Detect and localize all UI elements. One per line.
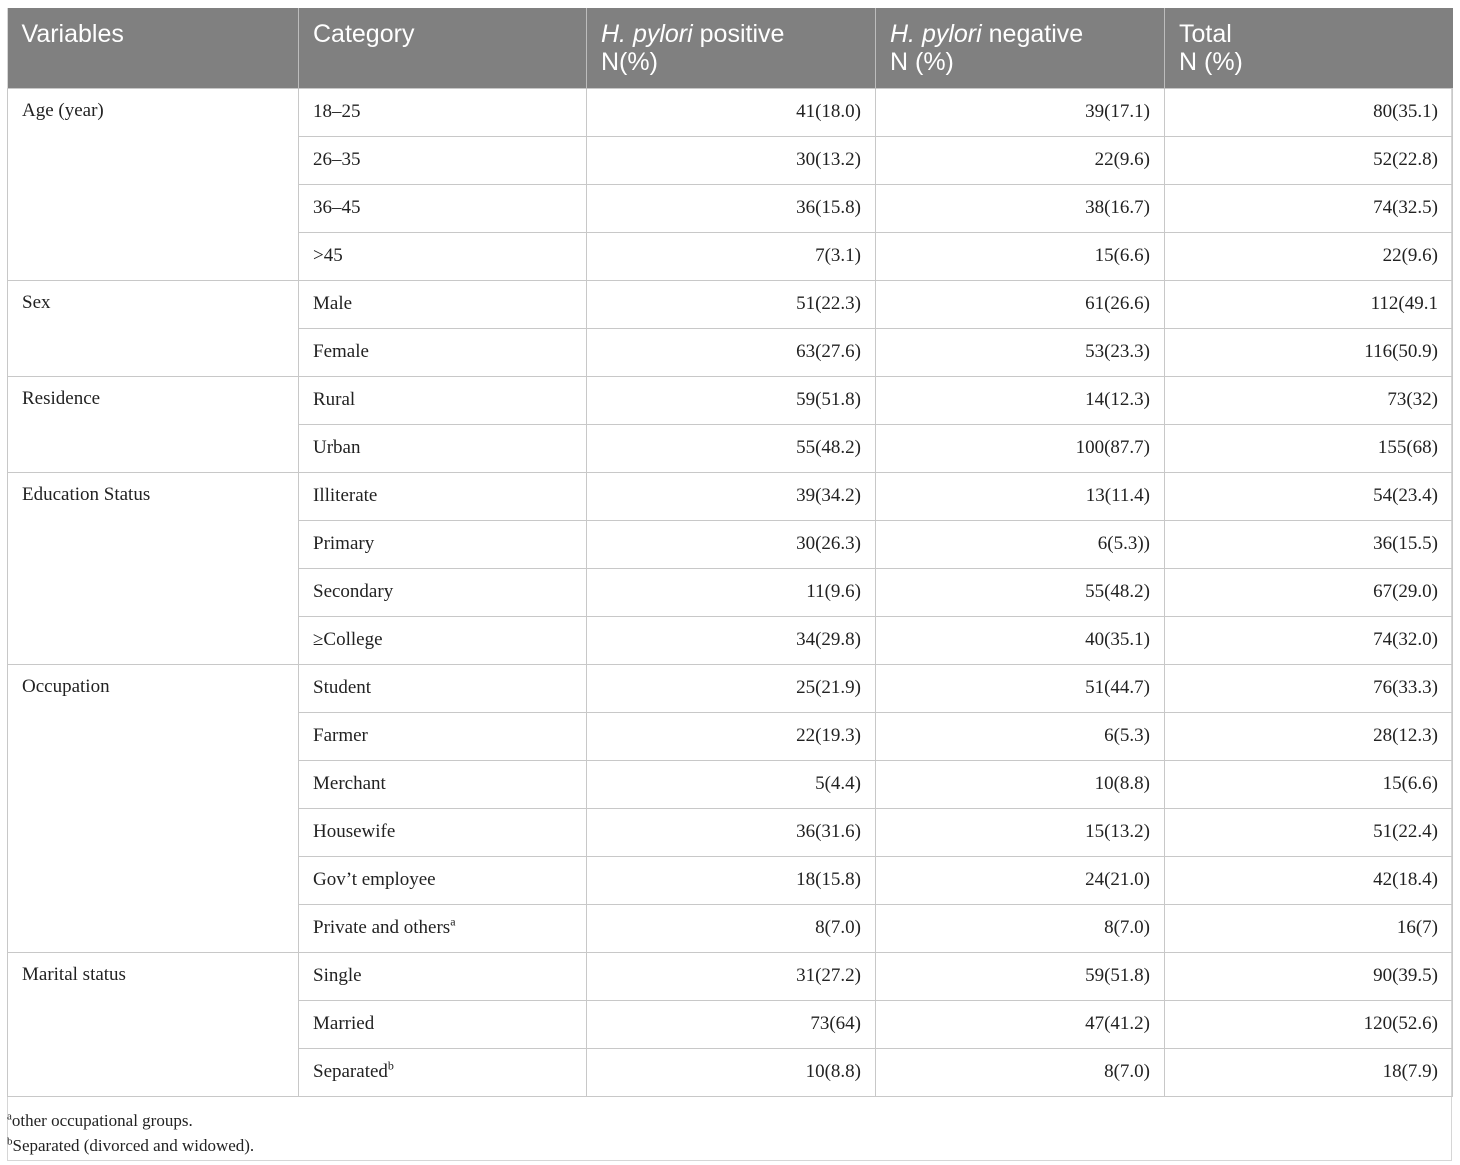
negative-cell: 38(16.7) — [876, 184, 1165, 232]
total-cell: 16(7) — [1165, 904, 1453, 952]
variable-cell: Occupation — [8, 664, 299, 952]
negative-cell: 40(35.1) — [876, 616, 1165, 664]
positive-cell: 63(27.6) — [587, 328, 876, 376]
category-cell — [299, 1000, 587, 1048]
footnote-marker: a — [450, 914, 456, 929]
negative-cell: 53(23.3) — [876, 328, 1165, 376]
category-cell — [299, 520, 587, 568]
negative-cell: 100(87.7) — [876, 424, 1165, 472]
positive-cell: 36(31.6) — [587, 808, 876, 856]
total-cell: 116(50.9) — [1165, 328, 1453, 376]
negative-cell: 51(44.7) — [876, 664, 1165, 712]
negative-cell: 15(6.6) — [876, 232, 1165, 280]
total-cell: 90(39.5) — [1165, 952, 1453, 1000]
category-label: 18–25 — [313, 101, 361, 122]
footnote-marker: b — [387, 1058, 394, 1073]
category-cell — [299, 136, 587, 184]
positive-cell: 41(18.0) — [587, 88, 876, 136]
positive-cell: 30(13.2) — [587, 136, 876, 184]
total-cell: 74(32.5) — [1165, 184, 1453, 232]
category-label: Merchant — [313, 773, 386, 794]
table-body — [8, 88, 1453, 1096]
total-cell: 120(52.6) — [1165, 1000, 1453, 1048]
category-cell — [299, 184, 587, 232]
variable-cell: Residence — [8, 376, 299, 472]
table-row — [8, 952, 1453, 1000]
positive-cell: 36(15.8) — [587, 184, 876, 232]
negative-cell: 8(7.0) — [876, 1048, 1165, 1096]
header-row — [8, 8, 1453, 88]
footnote-a: $^a$other occupational groups. — [7, 1110, 193, 1130]
category-cell — [299, 856, 587, 904]
total-cell: 76(33.3) — [1165, 664, 1453, 712]
negative-cell: 6(5.3) — [876, 712, 1165, 760]
positive-cell: 18(15.8) — [587, 856, 876, 904]
total-cell: 42(18.4) — [1165, 856, 1453, 904]
category-label: Separated — [313, 1061, 388, 1082]
header-variables: Variables — [8, 8, 299, 88]
positive-cell: 5(4.4) — [587, 760, 876, 808]
total-cell: 28(12.3) — [1165, 712, 1453, 760]
category-label: ≥College — [313, 629, 383, 650]
category-cell — [299, 808, 587, 856]
positive-cell: 31(27.2) — [587, 952, 876, 1000]
total-cell: 73(32) — [1165, 376, 1453, 424]
total-cell: 155(68) — [1165, 424, 1453, 472]
positive-cell: 22(19.3) — [587, 712, 876, 760]
footnote-b: $^b$Separated (divorced and widowed). — [7, 1135, 255, 1155]
table-row — [8, 280, 1453, 328]
negative-cell: 47(41.2) — [876, 1000, 1165, 1048]
category-label: Gov’t employee — [313, 869, 436, 890]
positive-cell: 8(7.0) — [587, 904, 876, 952]
category-label: Female — [313, 341, 369, 362]
total-cell: 18(7.9) — [1165, 1048, 1453, 1096]
negative-cell: 22(9.6) — [876, 136, 1165, 184]
positive-cell: 11(9.6) — [587, 568, 876, 616]
total-cell: 67(29.0) — [1165, 568, 1453, 616]
category-label: Urban — [313, 437, 361, 458]
variable-cell: Age (year) — [8, 88, 299, 280]
variable-cell: Education Status — [8, 472, 299, 664]
category-cell — [299, 664, 587, 712]
negative-cell: 59(51.8) — [876, 952, 1165, 1000]
category-cell — [299, 952, 587, 1000]
positive-cell: 73(64) — [587, 1000, 876, 1048]
positive-cell: 59(51.8) — [587, 376, 876, 424]
category-label: Housewife — [313, 821, 396, 842]
category-cell — [299, 472, 587, 520]
total-cell: 80(35.1) — [1165, 88, 1453, 136]
header-negative: H. pylori negative N (%) — [876, 8, 1165, 88]
category-label: Illiterate — [313, 485, 378, 506]
positive-cell: 7(3.1) — [587, 232, 876, 280]
category-cell — [299, 328, 587, 376]
data-table — [7, 8, 1453, 1097]
negative-cell: 8(7.0) — [876, 904, 1165, 952]
total-cell: 51(22.4) — [1165, 808, 1453, 856]
negative-cell: 39(17.1) — [876, 88, 1165, 136]
negative-cell: 13(11.4) — [876, 472, 1165, 520]
total-cell: 74(32.0) — [1165, 616, 1453, 664]
category-label: Private and others — [313, 917, 451, 938]
category-cell — [299, 616, 587, 664]
total-cell: 36(15.5) — [1165, 520, 1453, 568]
variable-cell: Marital status — [8, 952, 299, 1096]
category-label: Farmer — [313, 725, 368, 746]
category-label: Male — [313, 293, 353, 314]
category-cell — [299, 712, 587, 760]
category-cell — [299, 424, 587, 472]
category-label: Primary — [313, 533, 375, 554]
total-cell: 22(9.6) — [1165, 232, 1453, 280]
category-cell — [299, 376, 587, 424]
positive-cell: 55(48.2) — [587, 424, 876, 472]
variable-cell: Sex — [8, 280, 299, 376]
table-row — [8, 88, 1453, 136]
category-cell — [299, 232, 587, 280]
category-label: 36–45 — [313, 197, 361, 218]
category-label: 26–35 — [313, 149, 361, 170]
header-category: Category — [299, 8, 587, 88]
total-cell: 54(23.4) — [1165, 472, 1453, 520]
negative-cell: 55(48.2) — [876, 568, 1165, 616]
header-total: Total N (%) — [1165, 8, 1453, 88]
category-cell — [299, 88, 587, 136]
category-label: Single — [313, 965, 362, 986]
negative-cell: 24(21.0) — [876, 856, 1165, 904]
positive-cell: 34(29.8) — [587, 616, 876, 664]
negative-cell: 6(5.3)) — [876, 520, 1165, 568]
category-cell — [299, 760, 587, 808]
negative-cell: 61(26.6) — [876, 280, 1165, 328]
table-row — [8, 472, 1453, 520]
category-label: Married — [313, 1013, 375, 1034]
category-label: Rural — [313, 389, 356, 410]
category-label: Secondary — [313, 581, 394, 602]
positive-cell: 25(21.9) — [587, 664, 876, 712]
table-row — [8, 664, 1453, 712]
total-cell: 112(49.1 — [1165, 280, 1453, 328]
negative-cell: 15(13.2) — [876, 808, 1165, 856]
negative-cell: 14(12.3) — [876, 376, 1165, 424]
category-label: >45 — [313, 245, 343, 266]
category-cell — [299, 904, 587, 952]
category-cell — [299, 568, 587, 616]
footnotes — [7, 1108, 254, 1158]
positive-cell: 30(26.3) — [587, 520, 876, 568]
positive-cell: 39(34.2) — [587, 472, 876, 520]
positive-cell: 51(22.3) — [587, 280, 876, 328]
positive-cell: 10(8.8) — [587, 1048, 876, 1096]
category-cell — [299, 280, 587, 328]
table-row — [8, 376, 1453, 424]
total-cell: 15(6.6) — [1165, 760, 1453, 808]
category-cell — [299, 1048, 587, 1096]
category-label: Student — [313, 677, 372, 698]
header-positive: H. pylori positive N(%) — [587, 8, 876, 88]
negative-cell: 10(8.8) — [876, 760, 1165, 808]
total-cell: 52(22.8) — [1165, 136, 1453, 184]
